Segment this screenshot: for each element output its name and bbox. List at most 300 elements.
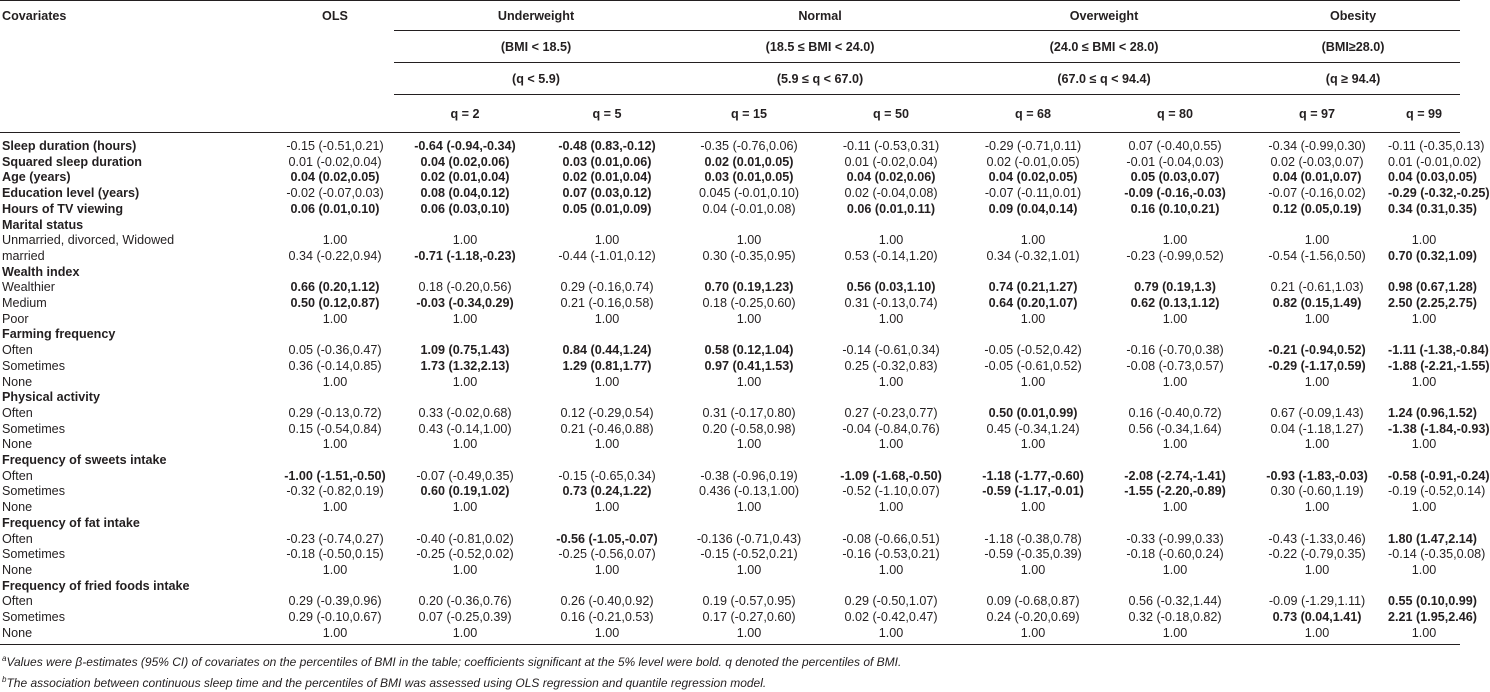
bmi-range-normal: (18.5 ≤ BMI < 24.0) bbox=[678, 31, 962, 63]
estimate-cell bbox=[962, 453, 1104, 469]
estimate-cell: 1.00 bbox=[878, 233, 904, 248]
estimate-cell: 0.05 (0.01,0.09) bbox=[562, 201, 652, 216]
estimate-cell: 1.00 bbox=[1304, 374, 1330, 389]
estimate-cell: -0.18 (-0.50,0.15) bbox=[286, 547, 384, 562]
estimate-cell bbox=[678, 327, 820, 343]
estimate-cell: -0.35 (-0.76,0.06) bbox=[700, 139, 798, 153]
covariate-label: Sometimes bbox=[2, 358, 65, 373]
estimate-cell: 0.08 (0.04,0.12) bbox=[420, 186, 510, 201]
estimate-cell: -0.07 (-0.16,0.02) bbox=[1268, 186, 1366, 201]
estimate-cell: 1.00 bbox=[1162, 374, 1188, 389]
estimate-cell: -0.136 (-0.71,0.43) bbox=[696, 531, 802, 546]
estimate-cell: 2.50 (2.25,2.75) bbox=[1388, 296, 1477, 311]
estimate-cell: 0.79 (0.19,1.3) bbox=[1134, 280, 1216, 295]
table-body bbox=[0, 133, 1490, 645]
footnote-mark: a bbox=[2, 654, 7, 663]
estimate-cell: 1.00 bbox=[820, 626, 962, 644]
estimate-cell: 0.31 (-0.13,0.74) bbox=[844, 296, 938, 311]
group-header-obesity: Obesity bbox=[1246, 1, 1460, 31]
group-header-overweight: Overweight bbox=[962, 1, 1246, 31]
table-row bbox=[0, 626, 1460, 644]
table-row bbox=[0, 343, 1460, 359]
bmi-range-overweight: (24.0 ≤ BMI < 28.0) bbox=[962, 31, 1246, 63]
estimate-cell: 1.00 bbox=[736, 311, 762, 326]
estimate-cell bbox=[276, 265, 394, 281]
estimate-cell: -0.64 (-0.94,-0.34) bbox=[414, 139, 516, 153]
estimate-cell: -2.08 (-2.74,-1.41) bbox=[1124, 468, 1226, 483]
estimate-cell: -0.16 (-0.70,0.38) bbox=[1126, 343, 1224, 358]
estimate-cell: 1.00 bbox=[878, 374, 904, 389]
estimate-cell: -0.56 (-1.05,-0.07) bbox=[556, 531, 658, 546]
estimate-cell: 0.26 (-0.40,0.92) bbox=[560, 594, 654, 609]
estimate-cell bbox=[394, 579, 536, 595]
estimate-cell: 1.00 bbox=[1411, 374, 1437, 389]
table-row bbox=[0, 532, 1460, 548]
estimate-cell bbox=[536, 218, 678, 234]
estimate-cell: -0.08 (-0.66,0.51) bbox=[842, 531, 940, 546]
estimate-cell: 1.73 (1.32,2.13) bbox=[420, 358, 510, 373]
estimate-cell: 1.00 bbox=[594, 233, 620, 248]
estimate-cell: -0.32 (-0.82,0.19) bbox=[286, 484, 384, 499]
estimate-cell: -0.05 (-0.52,0.42) bbox=[984, 343, 1082, 358]
covariate-label: Sometimes bbox=[2, 484, 65, 499]
estimate-cell: -0.44 (-1.01,0.12) bbox=[558, 248, 656, 263]
estimate-cell: 0.29 (-0.13,0.72) bbox=[288, 405, 382, 420]
estimate-cell: -0.18 (-0.60,0.24) bbox=[1126, 547, 1224, 562]
estimate-cell: 0.01 (-0.02,0.04) bbox=[844, 154, 938, 169]
covariate-label: None bbox=[2, 437, 33, 452]
estimate-cell: 0.02 (-0.42,0.47) bbox=[844, 610, 938, 625]
estimate-cell: 0.16 (-0.40,0.72) bbox=[1128, 405, 1222, 420]
estimate-cell: -0.19 (-0.52,0.14) bbox=[1388, 484, 1486, 499]
estimate-cell: 0.29 (-0.39,0.96) bbox=[288, 594, 382, 609]
estimate-cell: 0.01 (-0.02,0.04) bbox=[288, 154, 382, 169]
estimate-cell: 0.43 (-0.14,1.00) bbox=[418, 421, 512, 436]
estimate-cell: 0.58 (0.12,1.04) bbox=[704, 343, 794, 358]
estimate-cell bbox=[536, 453, 678, 469]
estimate-cell: 0.18 (-0.20,0.56) bbox=[418, 280, 512, 295]
estimate-cell: 1.00 bbox=[1020, 374, 1046, 389]
estimate-cell: 1.00 bbox=[1411, 437, 1437, 452]
estimate-cell: 0.02 (0.01,0.05) bbox=[704, 154, 794, 169]
estimate-cell: -0.16 (-0.53,0.21) bbox=[842, 547, 940, 562]
estimate-cell: 0.21 (-0.16,0.58) bbox=[560, 296, 654, 311]
section-row bbox=[0, 390, 1460, 406]
estimate-cell: 1.00 bbox=[322, 562, 348, 577]
table-row bbox=[0, 610, 1460, 626]
section-row bbox=[0, 453, 1460, 469]
covariate-label: Often bbox=[2, 468, 33, 483]
estimate-cell: 1.29 (0.81,1.77) bbox=[562, 358, 652, 373]
estimate-cell: -0.54 (-1.56,0.50) bbox=[1268, 248, 1366, 263]
estimate-cell: 1.00 bbox=[322, 233, 348, 248]
estimate-cell: 1.09 (0.75,1.43) bbox=[420, 343, 510, 358]
group-header-underweight: Underweight bbox=[394, 1, 678, 31]
estimate-cell: 1.00 bbox=[1304, 311, 1330, 326]
section-row bbox=[0, 170, 1460, 186]
estimate-cell: 0.53 (-0.14,1.20) bbox=[844, 248, 938, 263]
estimate-cell: 0.29 (-0.50,1.07) bbox=[844, 594, 938, 609]
footnotes bbox=[0, 650, 901, 692]
estimate-cell: 0.97 (0.41,1.53) bbox=[704, 358, 794, 373]
estimate-cell: 0.62 (0.13,1.12) bbox=[1130, 296, 1220, 311]
footnote-text: The association between continuous sleep time and the percentiles of BMI was assessed using OLS regression and quantile regression model. bbox=[6, 676, 767, 690]
covariate-label: Medium bbox=[2, 296, 47, 311]
estimate-cell: -1.55 (-2.20,-0.89) bbox=[1124, 484, 1226, 499]
estimate-cell: 1.00 bbox=[452, 311, 478, 326]
section-row bbox=[0, 186, 1460, 202]
estimate-cell: -0.33 (-0.99,0.33) bbox=[1126, 531, 1224, 546]
estimate-cell bbox=[536, 579, 678, 595]
estimate-cell: 1.00 bbox=[1411, 562, 1437, 577]
estimate-cell: 0.03 (0.01,0.05) bbox=[704, 170, 794, 185]
estimate-cell: -1.18 (-0.38,0.78) bbox=[984, 531, 1082, 546]
estimate-cell: 0.24 (-0.20,0.69) bbox=[986, 610, 1080, 625]
estimate-cell: 0.21 (-0.61,1.03) bbox=[1270, 280, 1364, 295]
estimate-cell: 1.00 bbox=[1246, 626, 1388, 644]
estimate-cell bbox=[820, 579, 962, 595]
quantile-header: q = 99 bbox=[1388, 95, 1460, 133]
estimate-cell: 1.00 bbox=[1304, 437, 1330, 452]
estimate-cell bbox=[962, 579, 1104, 595]
estimate-cell bbox=[1246, 579, 1388, 595]
estimate-cell: 1.00 bbox=[678, 626, 820, 644]
covariate-label: Physical activity bbox=[2, 390, 101, 405]
estimate-cell: 0.82 (0.15,1.49) bbox=[1272, 296, 1362, 311]
estimate-cell: -0.22 (-0.79,0.35) bbox=[1268, 547, 1366, 562]
footnote-mark: b bbox=[2, 675, 7, 684]
table-row bbox=[0, 484, 1460, 500]
estimate-cell: -0.58 (-0.91,-0.24) bbox=[1388, 468, 1490, 483]
estimate-cell: 0.05 (0.03,0.07) bbox=[1130, 170, 1220, 185]
estimate-cell: 0.70 (0.19,1.23) bbox=[704, 280, 794, 295]
estimate-cell: -0.03 (-0.34,0.29) bbox=[416, 296, 514, 311]
covariate-label: Frequency of fat intake bbox=[2, 515, 140, 530]
estimate-cell: -0.08 (-0.73,0.57) bbox=[1126, 358, 1224, 373]
estimate-cell bbox=[678, 516, 820, 532]
table-row bbox=[0, 312, 1460, 328]
estimate-cell bbox=[1104, 453, 1246, 469]
estimate-cell: 1.00 bbox=[878, 562, 904, 577]
section-row bbox=[0, 218, 1460, 234]
estimate-cell bbox=[820, 453, 962, 469]
estimate-cell: 0.70 (0.32,1.09) bbox=[1388, 248, 1477, 263]
estimate-cell: -0.59 (-1.17,-0.01) bbox=[982, 484, 1084, 499]
estimate-cell: 0.60 (0.19,1.02) bbox=[420, 484, 510, 499]
covariate-label: Frequency of sweets intake bbox=[2, 453, 167, 468]
estimate-cell: 1.00 bbox=[1162, 437, 1188, 452]
estimate-cell bbox=[394, 218, 536, 234]
table-row bbox=[0, 547, 1460, 563]
estimate-cell bbox=[394, 453, 536, 469]
estimate-cell: 1.00 bbox=[878, 437, 904, 452]
estimate-cell: -0.09 (-1.29,1.11) bbox=[1268, 594, 1366, 609]
estimate-cell: 0.03 (0.01,0.06) bbox=[562, 154, 652, 169]
estimate-cell: 0.56 (-0.34,1.64) bbox=[1128, 421, 1222, 436]
estimate-cell: 1.00 bbox=[276, 626, 394, 644]
estimate-cell: 0.045 (-0.01,0.10) bbox=[698, 186, 800, 201]
estimate-cell: 0.98 (0.67,1.28) bbox=[1388, 280, 1477, 295]
estimate-cell: 0.34 (-0.22,0.94) bbox=[288, 248, 382, 263]
estimate-cell: 1.00 bbox=[322, 311, 348, 326]
covariate-label: married bbox=[2, 248, 45, 263]
estimate-cell: 0.29 (-0.10,0.67) bbox=[288, 610, 382, 625]
covariates-header: Covariates bbox=[0, 1, 276, 31]
estimate-cell: 1.00 bbox=[322, 500, 348, 515]
quantile-header: q = 68 bbox=[962, 95, 1104, 133]
estimate-cell: -0.59 (-0.35,0.39) bbox=[984, 547, 1082, 562]
estimate-cell: 1.00 bbox=[394, 626, 536, 644]
estimate-cell bbox=[536, 265, 678, 281]
estimate-cell: -0.14 (-0.61,0.34) bbox=[842, 343, 940, 358]
estimate-cell bbox=[678, 390, 820, 406]
group-header-normal: Normal bbox=[678, 1, 962, 31]
table-row bbox=[0, 500, 1460, 516]
estimate-cell bbox=[1388, 453, 1460, 469]
footnote-text: Values were β-estimates (95% CI) of covariates on the percentiles of BMI in the table; coefficients significant at the 5% level were bold. q denoted the percentiles of BMI. bbox=[6, 655, 902, 669]
section-row bbox=[0, 516, 1460, 532]
estimate-cell bbox=[276, 390, 394, 406]
covariate-label: Poor bbox=[2, 311, 29, 326]
footnote-b bbox=[2, 671, 901, 692]
estimate-cell bbox=[1246, 390, 1388, 406]
table-header bbox=[0, 1, 1460, 133]
estimate-cell: 0.02 (-0.04,0.08) bbox=[844, 186, 938, 201]
table-row bbox=[0, 296, 1460, 312]
estimate-cell: 0.45 (-0.34,1.24) bbox=[986, 421, 1080, 436]
estimate-cell: -0.15 (-0.65,0.34) bbox=[558, 468, 656, 483]
estimate-cell bbox=[394, 327, 536, 343]
estimate-cell: -0.09 (-0.16,-0.03) bbox=[1124, 186, 1226, 201]
estimate-cell: 1.00 bbox=[1304, 233, 1330, 248]
estimate-cell: 0.04 (0.02,0.06) bbox=[846, 170, 936, 185]
estimate-cell: 0.09 (-0.68,0.87) bbox=[986, 594, 1080, 609]
covariate-label: Sometimes bbox=[2, 610, 65, 625]
covariate-label: None bbox=[2, 374, 33, 389]
section-row bbox=[0, 579, 1460, 595]
covariate-label: None bbox=[0, 626, 276, 644]
estimate-cell: 0.84 (0.44,1.24) bbox=[562, 343, 652, 358]
q-range-overweight: (67.0 ≤ q < 94.4) bbox=[962, 63, 1246, 95]
estimate-cell: 0.25 (-0.32,0.83) bbox=[844, 358, 938, 373]
estimate-cell: -1.00 (-1.51,-0.50) bbox=[284, 468, 386, 483]
table-row bbox=[0, 280, 1460, 296]
table-row bbox=[0, 233, 1460, 249]
estimate-cell bbox=[962, 218, 1104, 234]
estimate-cell bbox=[394, 265, 536, 281]
estimate-cell: 0.73 (0.24,1.22) bbox=[562, 484, 652, 499]
estimate-cell: 0.07 (0.03,0.12) bbox=[562, 186, 652, 201]
covariate-label: None bbox=[2, 562, 33, 577]
estimate-cell: 0.34 (-0.32,1.01) bbox=[986, 248, 1080, 263]
estimate-cell bbox=[962, 390, 1104, 406]
estimate-cell bbox=[536, 390, 678, 406]
covariate-label: Marital status bbox=[2, 217, 84, 232]
covariate-label: Wealth index bbox=[2, 264, 80, 279]
estimate-cell bbox=[820, 516, 962, 532]
estimate-cell bbox=[1388, 516, 1460, 532]
covariate-label: Often bbox=[2, 343, 33, 358]
estimate-cell bbox=[962, 265, 1104, 281]
estimate-cell: 1.00 bbox=[536, 626, 678, 644]
covariate-label: Farming frequency bbox=[2, 327, 116, 342]
estimate-cell: 1.00 bbox=[736, 562, 762, 577]
estimate-cell bbox=[1104, 265, 1246, 281]
estimate-cell: 0.64 (0.20,1.07) bbox=[988, 296, 1078, 311]
estimate-cell: 0.436 (-0.13,1.00) bbox=[698, 484, 800, 499]
estimate-cell: -0.11 (-0.35,0.13) bbox=[1388, 139, 1485, 153]
estimate-cell: 0.12 (0.05,0.19) bbox=[1272, 201, 1362, 216]
section-row bbox=[0, 265, 1460, 281]
estimate-cell bbox=[1388, 327, 1460, 343]
estimate-cell: -0.23 (-0.99,0.52) bbox=[1126, 248, 1224, 263]
estimate-cell: 0.04 (0.03,0.05) bbox=[1388, 170, 1477, 185]
estimate-cell: 0.19 (-0.57,0.95) bbox=[702, 594, 796, 609]
estimate-cell bbox=[820, 327, 962, 343]
estimate-cell: 1.00 bbox=[878, 311, 904, 326]
estimate-cell: 1.00 bbox=[1020, 311, 1046, 326]
estimate-cell bbox=[820, 218, 962, 234]
estimate-cell: 0.29 (-0.16,0.74) bbox=[560, 280, 654, 295]
section-row bbox=[0, 133, 1460, 155]
estimate-cell bbox=[1104, 218, 1246, 234]
quantile-header: q = 50 bbox=[820, 95, 962, 133]
estimate-cell: 0.05 (-0.36,0.47) bbox=[288, 343, 382, 358]
estimate-cell: -1.11 (-1.38,-0.84) bbox=[1388, 343, 1489, 358]
table-row bbox=[0, 469, 1460, 485]
estimate-cell: 1.00 bbox=[736, 500, 762, 515]
estimate-cell: 0.50 (0.12,0.87) bbox=[290, 296, 380, 311]
estimate-cell: 0.17 (-0.27,0.60) bbox=[702, 610, 796, 625]
estimate-cell: -0.34 (-0.99,0.30) bbox=[1268, 139, 1366, 153]
estimate-cell: 1.00 bbox=[736, 437, 762, 452]
estimate-cell: 0.02 (-0.03,0.07) bbox=[1270, 154, 1364, 169]
estimate-cell: -0.02 (-0.07,0.03) bbox=[286, 186, 384, 201]
estimate-cell: 0.50 (0.01,0.99) bbox=[988, 405, 1078, 420]
estimate-cell: 0.16 (0.10,0.21) bbox=[1130, 201, 1220, 216]
estimate-cell: -1.09 (-1.68,-0.50) bbox=[840, 468, 942, 483]
footnote-a bbox=[2, 650, 901, 671]
estimate-cell: 0.66 (0.20,1.12) bbox=[290, 280, 380, 295]
estimate-cell: 1.00 bbox=[1411, 500, 1437, 515]
q-range-obesity: (q ≥ 94.4) bbox=[1246, 63, 1460, 95]
covariate-label: Hours of TV viewing bbox=[2, 201, 124, 216]
estimate-cell bbox=[1388, 265, 1460, 281]
estimate-cell: 1.00 bbox=[1162, 311, 1188, 326]
estimate-cell: 1.00 bbox=[1020, 233, 1046, 248]
estimate-cell: 1.24 (0.96,1.52) bbox=[1388, 405, 1477, 420]
estimate-cell: 1.00 bbox=[962, 626, 1104, 644]
covariate-label: Age (years) bbox=[2, 170, 71, 185]
quantile-header: q = 2 bbox=[394, 95, 536, 133]
estimate-cell bbox=[1246, 265, 1388, 281]
estimate-cell: 1.00 bbox=[594, 374, 620, 389]
estimate-cell: -0.07 (-0.11,0.01) bbox=[984, 186, 1082, 201]
covariate-label: Education level (years) bbox=[2, 186, 140, 201]
covariate-label: Squared sleep duration bbox=[2, 154, 142, 169]
estimate-cell: 1.00 bbox=[1304, 500, 1330, 515]
covariate-label: None bbox=[2, 500, 33, 515]
estimate-cell: -0.38 (-0.96,0.19) bbox=[700, 468, 798, 483]
covariate-label: Unmarried, divorced, Widowed bbox=[2, 233, 175, 248]
estimate-cell bbox=[276, 218, 394, 234]
estimate-cell bbox=[394, 390, 536, 406]
estimate-cell: -0.48 (0.83,-0.12) bbox=[558, 139, 656, 153]
estimate-cell: -1.38 (-1.84,-0.93) bbox=[1388, 421, 1490, 436]
estimate-cell: 0.04 (0.01,0.07) bbox=[1272, 170, 1362, 185]
estimate-cell: 1.00 bbox=[1020, 500, 1046, 515]
estimate-cell: -0.14 (-0.35,0.08) bbox=[1388, 547, 1486, 562]
table-row bbox=[0, 249, 1460, 265]
estimate-cell: 0.06 (0.01,0.11) bbox=[846, 201, 936, 216]
estimate-cell bbox=[1246, 327, 1388, 343]
estimate-cell: 0.01 (-0.01,0.02) bbox=[1388, 154, 1482, 169]
estimate-cell: -0.29 (-1.17,0.59) bbox=[1268, 358, 1366, 373]
estimate-cell: 1.00 bbox=[1020, 562, 1046, 577]
estimate-cell bbox=[276, 327, 394, 343]
covariate-label: Often bbox=[2, 531, 33, 546]
estimate-cell: 1.00 bbox=[594, 311, 620, 326]
estimate-cell: 0.04 (-1.18,1.27) bbox=[1270, 421, 1364, 436]
estimate-cell: 0.32 (-0.18,0.82) bbox=[1128, 610, 1222, 625]
covariate-label: Sleep duration (hours) bbox=[2, 139, 137, 153]
estimate-cell: 1.00 bbox=[322, 437, 348, 452]
estimate-cell bbox=[678, 579, 820, 595]
estimate-cell: -0.40 (-0.81,0.02) bbox=[416, 531, 514, 546]
estimate-cell: 0.67 (-0.09,1.43) bbox=[1270, 405, 1364, 420]
estimate-cell: 0.04 (0.02,0.05) bbox=[290, 170, 380, 185]
q-range-normal: (5.9 ≤ q < 67.0) bbox=[678, 63, 962, 95]
estimate-cell: -0.43 (-1.33,0.46) bbox=[1268, 531, 1366, 546]
quantile-header: q = 5 bbox=[536, 95, 678, 133]
estimate-cell: -0.52 (-1.10,0.07) bbox=[842, 484, 940, 499]
estimate-cell: 1.00 bbox=[452, 374, 478, 389]
estimate-cell: 1.80 (1.47,2.14) bbox=[1388, 531, 1477, 546]
estimate-cell: 1.00 bbox=[736, 374, 762, 389]
estimate-cell: -0.21 (-0.94,0.52) bbox=[1268, 343, 1366, 358]
estimate-cell: 0.33 (-0.02,0.68) bbox=[418, 405, 512, 420]
estimate-cell bbox=[820, 390, 962, 406]
table-row bbox=[0, 563, 1460, 579]
estimate-cell bbox=[1104, 390, 1246, 406]
estimate-cell bbox=[276, 453, 394, 469]
estimate-cell: 0.20 (-0.36,0.76) bbox=[418, 594, 512, 609]
estimate-cell: 0.18 (-0.25,0.60) bbox=[702, 296, 796, 311]
estimate-cell bbox=[276, 579, 394, 595]
estimate-cell: -0.11 (-0.53,0.31) bbox=[842, 139, 940, 153]
section-row bbox=[0, 202, 1460, 218]
estimate-cell: 0.04 (0.02,0.06) bbox=[420, 154, 510, 169]
estimate-cell: 1.00 bbox=[736, 233, 762, 248]
estimate-cell bbox=[276, 516, 394, 532]
estimate-cell: 0.09 (0.04,0.14) bbox=[988, 201, 1078, 216]
bmi-range-obesity: (BMI≥28.0) bbox=[1246, 31, 1460, 63]
estimate-cell: 0.27 (-0.23,0.77) bbox=[844, 405, 938, 420]
covariate-label: Sometimes bbox=[2, 547, 65, 562]
estimate-cell: -0.05 (-0.61,0.52) bbox=[984, 358, 1082, 373]
estimate-cell: 1.00 bbox=[1162, 500, 1188, 515]
estimate-cell: -0.04 (-0.84,0.76) bbox=[842, 421, 940, 436]
section-row bbox=[0, 155, 1460, 171]
estimate-cell: 1.00 bbox=[1162, 562, 1188, 577]
estimate-cell: 1.00 bbox=[1411, 311, 1437, 326]
table-row bbox=[0, 594, 1460, 610]
estimate-cell: 1.00 bbox=[594, 500, 620, 515]
estimate-cell: -0.29 (-0.32,-0.25) bbox=[1388, 186, 1490, 201]
estimate-cell: 1.00 bbox=[1162, 233, 1188, 248]
estimate-cell: 0.74 (0.21,1.27) bbox=[988, 280, 1078, 295]
quantile-header: q = 15 bbox=[678, 95, 820, 133]
